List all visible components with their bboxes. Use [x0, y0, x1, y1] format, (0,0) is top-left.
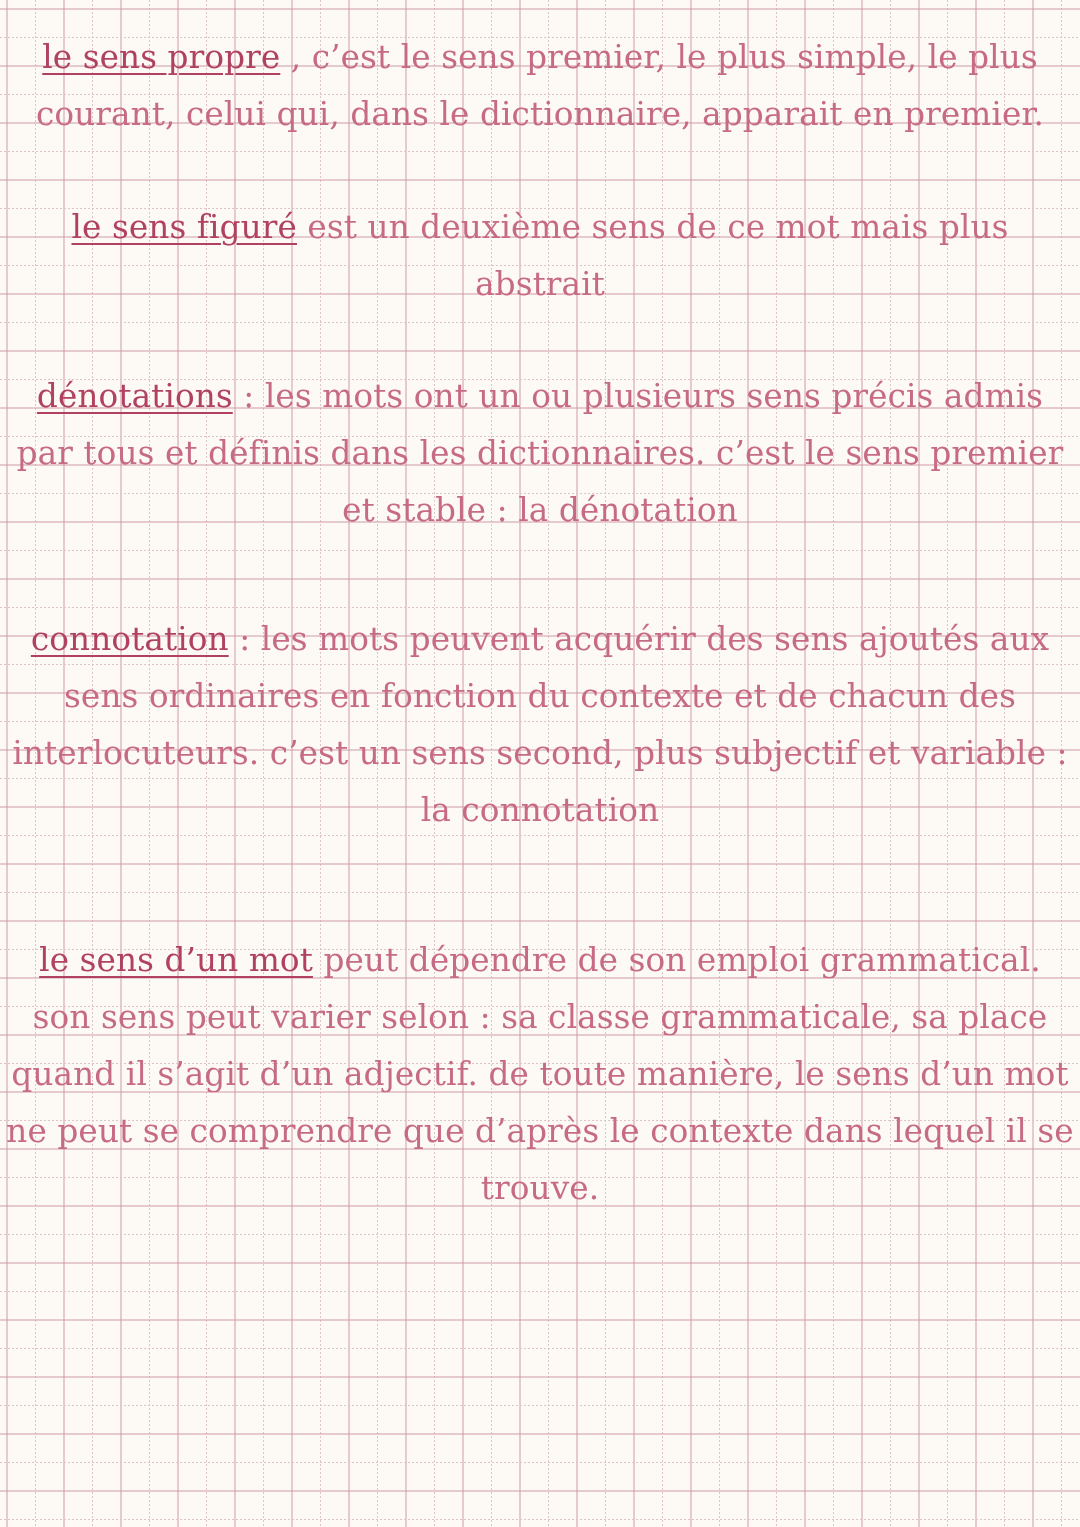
term-sens-mot: le sens d’un mot — [39, 940, 313, 979]
section-line: courant, celui qui, dans le dictionnaire, apparait en premier. — [35, 94, 1045, 133]
section-line: quand il s’agit d’un adjectif. de toute manière, le sens d’un mot — [11, 1054, 1069, 1093]
section-line: trouve. — [480, 1168, 600, 1207]
definition-text: , c’est le sens premier, le plus simple, le plus — [280, 37, 1038, 76]
section-line — [5, 610, 1075, 667]
section-sens-mot — [0, 931, 1080, 1216]
definition-text: : les mots peuvent acquérir des sens ajoutés aux — [228, 619, 1050, 658]
term-connotation: connotation — [30, 619, 229, 658]
section-line — [5, 28, 1075, 85]
section-sens-figure — [0, 198, 1080, 312]
section-line: abstrait — [475, 264, 605, 303]
section-line — [5, 931, 1075, 988]
term-sens-figure: le sens figuré — [71, 207, 297, 246]
term-denotations: dénotations — [36, 376, 233, 415]
definition-text: : les mots ont un ou plusieurs sens précis admis — [232, 376, 1044, 415]
section-connotation — [0, 610, 1080, 838]
section-line — [5, 198, 1075, 255]
section-line: son sens peut varier selon : sa classe grammaticale, sa place — [32, 997, 1048, 1036]
section-line: interlocuteurs. c’est un sens second, plus subjectif et variable : — [12, 733, 1068, 772]
section-denotations — [0, 367, 1080, 538]
section-line: ne peut se comprendre que d’après le contexte dans lequel il se — [6, 1111, 1074, 1150]
section-line — [5, 367, 1075, 424]
term-sens-propre: le sens propre — [42, 37, 281, 76]
definition-text: peut dépendre de son emploi grammatical. — [312, 940, 1041, 979]
section-line: par tous et définis dans les dictionnaires. c’est le sens premier — [16, 433, 1064, 472]
section-sens-propre — [0, 28, 1080, 142]
section-line: et stable : la dénotation — [342, 490, 738, 529]
section-line: la connotation — [420, 790, 660, 829]
definition-text: est un deuxième sens de ce mot mais plus — [296, 207, 1009, 246]
section-line: sens ordinaires en fonction du contexte et de chacun des — [64, 676, 1016, 715]
